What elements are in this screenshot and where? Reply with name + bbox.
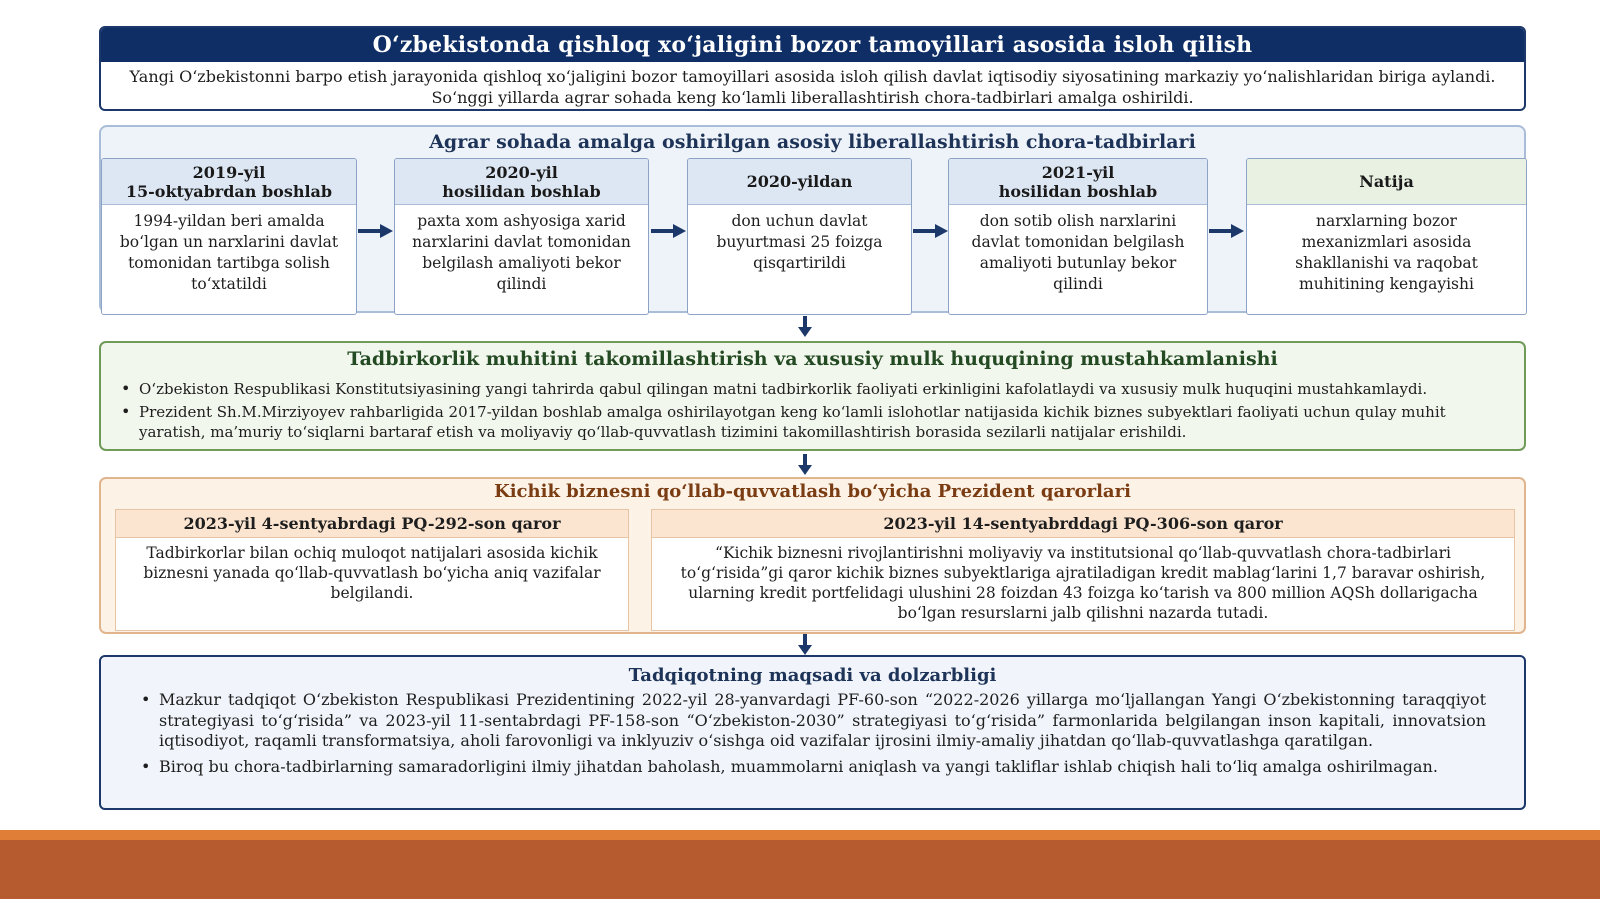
business-list	[117, 379, 1510, 442]
step-date: 2020-yildan	[688, 159, 911, 205]
step-box	[394, 158, 649, 315]
step-box	[948, 158, 1208, 315]
result-text: narxlarning bozor mexanizmlari asosida shakllanishi va raqobat muhitining kengayishi	[1295, 212, 1478, 293]
decree-text: “Kichik biznesni rivojlantirishni moliyaviy va institutsional qo‘llab-quvvatlash chora-tadbirlari to‘g‘risida”gi qaror kichik biznes subyektlariga ajratiladigan kredit mablag‘larini 1,7 baravar oshirish, ularning kredit portfelidagi ulushini 28 foizdan 43 foizga ko‘tarish va 800 million AQSh dollarigacha bo‘lgan resurslarni jalb qilishni nazarda tutadi.	[680, 544, 1486, 622]
decree-box	[651, 509, 1515, 631]
step-text: don uchun davlat buyurtmasi 25 foizga qisqartirildi	[716, 212, 883, 272]
intro-text: Yangi O‘zbekistonni barpo etish jarayonida qishloq xo‘jaligini bozor tamoyillari asosida isloh qilish davlat iqtisodiy siyosatining markaziy yo‘nalishlaridan biriga aylandi. So‘nggi yillarda agrar sohada keng ko‘lamli liberallashtirish chora-tadbirlari amalga oshirildi.	[129, 67, 1496, 107]
result-box	[1246, 158, 1527, 315]
decree-text: Tadbirkorlar bilan ochiq muloqot natijalari asosida kichik biznesni yanada qo‘llab-quvvatlash bo‘yicha aniq vazifalar belgilandi.	[143, 544, 601, 602]
arrow-down-icon	[796, 316, 814, 338]
research-section	[99, 655, 1526, 810]
decree-box	[115, 509, 629, 631]
arrow-right-icon	[911, 223, 949, 239]
step-box	[101, 158, 357, 315]
list-item: • Biroq bu chora-tadbirlarning samaradorligini ilmiy jihatdan baholash, muammolarni aniqlash va yangi takliflar ishlab chiqish hali to‘liq amalga oshirilmagan.	[137, 757, 1486, 778]
page-title: O‘zbekistonda qishloq xo‘jaligini bozor tamoyillari asosida isloh qilish	[101, 28, 1524, 62]
step-text: don sotib olish narxlarini davlat tomonidan belgilash amaliyoti butunlay bekor qilindi	[971, 212, 1185, 293]
arrow-down-icon	[796, 634, 814, 656]
intro-section	[99, 26, 1526, 111]
step-date: 2019-yil 15-oktyabrdan boshlab	[102, 159, 356, 205]
step-box	[687, 158, 912, 315]
decrees-title: Kichik biznesni qo‘llab-quvvatlash bo‘yicha Prezident qarorlari	[494, 481, 1131, 502]
decree-heading: 2023-yil 4-sentyabrdagi PQ-292-son qaror	[116, 510, 628, 538]
liberalization-title: Agrar sohada amalga oshirilgan asosiy liberallashtirish chora-tadbirlari	[429, 131, 1196, 153]
step-text: 1994-yildan beri amalda bo‘lgan un narxlarini davlat tomonidan tartibga solish to‘xtatildi	[119, 212, 339, 293]
decree-heading: 2023-yil 14-sentyabrddagi PQ-306-son qaror	[652, 510, 1514, 538]
step-date: 2021-yil hosilidan boshlab	[949, 159, 1207, 205]
business-title: Tadbirkorlik muhitini takomillashtirish va xususiy mulk huquqining mustahkamlanishi	[347, 348, 1278, 370]
liberalization-section	[99, 125, 1526, 313]
step-text: paxta xom ashyosiga xarid narxlarini davlat tomonidan belgilash amaliyoti bekor qilindi	[412, 212, 631, 293]
arrow-right-icon	[1207, 223, 1245, 239]
list-item: • Prezident Sh.M.Mirziyoyev rahbarligida 2017-yildan boshlab amalga oshirilayotgan keng ko‘lamli islohotlar natijasida kichik biznes subyektlari faoliyati uchun qulay muhit yaratish, ma’muriy to‘siqlarni bartaraf etish va moliyaviy qo‘llab-quvvatlash tizimini takomillashtirish borasida sezilarli natijalar erishildi.	[117, 402, 1510, 442]
arrow-down-icon	[796, 454, 814, 476]
footer-accent-line	[0, 830, 1600, 840]
result-title: Natija	[1247, 159, 1526, 205]
step-date: 2020-yil hosilidan boshlab	[395, 159, 648, 205]
research-title: Tadqiqotning maqsadi va dolzarbligi	[628, 665, 997, 686]
arrow-right-icon	[649, 223, 687, 239]
footer-band	[0, 840, 1600, 899]
list-item: • Mazkur tadqiqot O‘zbekiston Respublikasi Prezidentining 2022-yil 28-yanvardagi PF-60-son “2022-2026 yillarga mo‘ljallangan Yangi O‘zbekistonning taraqqiyot strategiyasi to‘g‘risida” va 2023-yil 11-sentabrdagi PF-158-son “O‘zbekiston-2030” strategiyasi to‘g‘risida” farmonlarida belgilangan inson kapitali, innovatsion iqtisodiyot, raqamli transformatsiya, aholi farovonligi va inklyuziv o‘sishga oid vazifalar ijrosini ilmiy-amaliy jihatdan qo‘llab-quvvatlashga qaratilgan.	[137, 690, 1486, 752]
list-item: • O‘zbekiston Respublikasi Konstitutsiyasining yangi tahrirda qabul qilingan matni tadbirkorlik faoliyati erkinligini kafolatlaydi va xususiy mulk huquqini mustahkamlaydi.	[117, 379, 1510, 399]
arrow-right-icon	[356, 223, 394, 239]
research-list	[137, 690, 1486, 777]
business-section	[99, 341, 1526, 451]
decrees-section	[99, 477, 1526, 634]
